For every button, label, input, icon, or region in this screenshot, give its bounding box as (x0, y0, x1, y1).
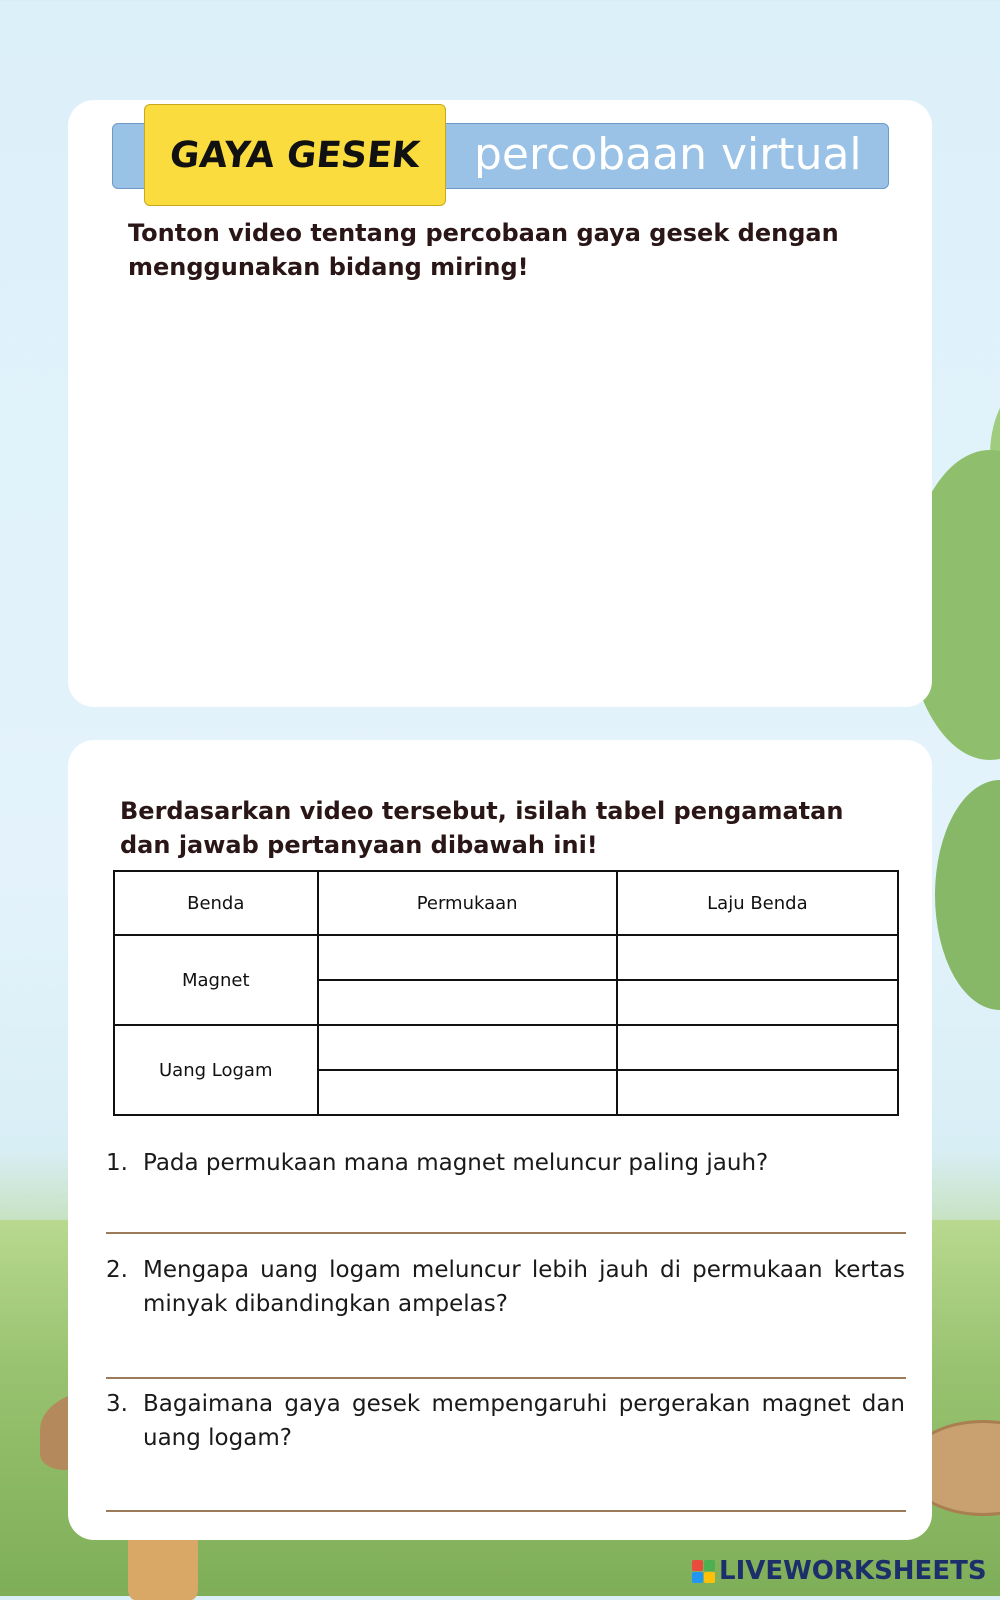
observation-table (113, 870, 899, 1116)
answer-line-2[interactable] (106, 1377, 906, 1379)
answer-cell[interactable] (318, 980, 617, 1025)
page-title: GAYA GESEK (168, 134, 422, 176)
table-instruction: Berdasarkan video tersebut, isilah tabel pengamatan dan jawab pertanyaan dibawah ini! (120, 797, 844, 859)
question-number: 1. (106, 1150, 128, 1176)
row-label-uang-logam: Uang Logam (114, 1025, 318, 1115)
answer-cell[interactable] (318, 1070, 617, 1115)
table-header-row (114, 871, 898, 935)
answer-cell[interactable] (318, 935, 617, 980)
background-tree (935, 780, 1000, 1010)
question-text: Mengapa uang logam meluncur lebih jauh di permukaan kertas minyak dibandingkan ampelas? (143, 1257, 905, 1317)
header-permukaan: Permukaan (318, 871, 617, 935)
answer-line-3[interactable] (106, 1510, 906, 1512)
table-row (114, 1025, 898, 1070)
question-number: 3. (106, 1391, 128, 1417)
liveworksheets-logo (692, 1553, 987, 1589)
row-label-magnet: Magnet (114, 935, 318, 1025)
answer-cell[interactable] (617, 935, 898, 980)
logo-text: LIVEWORKSHEETS (719, 1556, 987, 1586)
question-number: 2. (106, 1257, 128, 1283)
title-badge (144, 104, 446, 206)
table-row (114, 935, 898, 980)
logo-grid-icon (692, 1560, 715, 1583)
answer-cell[interactable] (617, 1025, 898, 1070)
answer-cell[interactable] (617, 980, 898, 1025)
question-text: Pada permukaan mana magnet meluncur paling jauh? (143, 1150, 769, 1176)
question-text: Bagaimana gaya gesek mempengaruhi pergerakan magnet dan uang logam? (143, 1391, 905, 1451)
answer-cell[interactable] (617, 1070, 898, 1115)
header-laju-benda: Laju Benda (617, 871, 898, 935)
video-instruction: Tonton video tentang percobaan gaya gesek dengan menggunakan bidang miring! (128, 219, 839, 281)
answer-cell[interactable] (318, 1025, 617, 1070)
answer-line-1[interactable] (106, 1232, 906, 1234)
page-subtitle: percobaan virtual (474, 129, 862, 180)
header-benda: Benda (114, 871, 318, 935)
